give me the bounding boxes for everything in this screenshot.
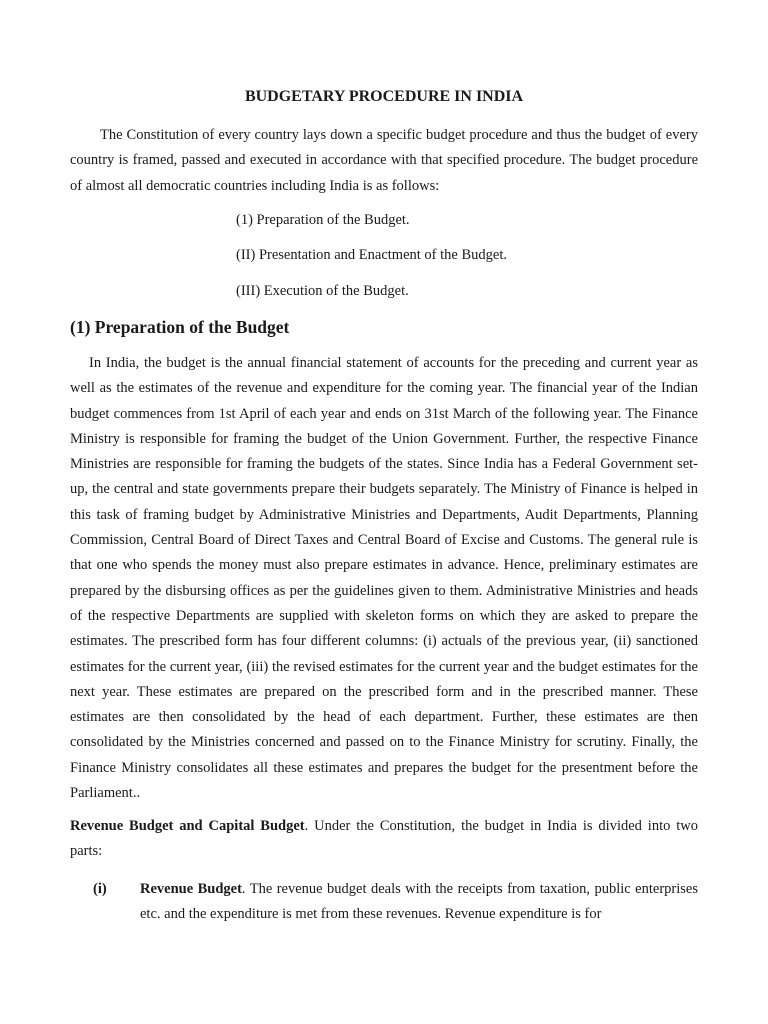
intro-paragraph: The Constitution of every country lays down a specific budget procedure and thus the budget of every country is framed, passed and executed in accordance with that specified procedure. The budget procedure of almost all democratic countries including India is as follows: <box>70 127 698 194</box>
procedure-step-preparation: (1) Preparation of the Budget. <box>236 212 410 228</box>
revenue-capital-text: . Under the Constitution, the budget in India is divided into two parts: <box>70 818 698 860</box>
procedure-step-execution: (III) Execution of the Budget. <box>236 283 409 299</box>
revenue-capital-lead: Revenue Budget and Capital Budget <box>70 818 305 834</box>
revenue-budget-item <box>140 877 698 928</box>
preparation-body-paragraph: In India, the budget is the annual financial statement of accounts for the preceding and current year as well as the estimates of the revenue and expenditure for the coming year. The financial year of the Indian budget commences from 1st April of each year and ends on 31st March of the following year. The Finance Ministry is responsible for framing the budget of the Union Government. Further, the respective Finance Ministries are responsible for framing the budgets of the states. Since India has a Federal Government set-up, the central and state governments prepare their budgets separately. The Ministry of Finance is helped in this task of framing budget by Administrative Ministries and Departments, Audit Departments, Planning Commission, Central Board of Direct Taxes and Central Board of Excise and Customs. The general rule is that one who spends the money must also prepare estimates in advance. Hence, preliminary estimates are prepared by the disbursing offices as per the guidelines given to them. Administrative Ministries and heads of the respective Departments are supplied with skeleton forms on which they are asked to prepare the estimates. The prescribed form has four different columns: (i) actuals of the previous year, (ii) sanctioned estimates for the current year, (iii) the revised estimates for the current year and the budget estimates for the next year. These estimates are prepared on the prescribed form and in the prescribed manner. These estimates are then consolidated by the head of each department. Further, these estimates are then consolidated by the Ministries concerned and passed on to the Finance Ministry for scrutiny. Finally, the Finance Ministry consolidates all these estimates and prepares the budget for the presentment before the Parliament.. <box>70 355 698 802</box>
document-title: BUDGETARY PROCEDURE IN INDIA <box>244 88 524 105</box>
revenue-budget-text: . The revenue budget deals with the receipts from taxation, public enterprises etc. and the expenditure is met from these revenues. Revenue expenditure is for <box>140 881 698 923</box>
procedure-step-presentation: (II) Presentation and Enactment of the Budget. <box>236 247 507 263</box>
revenue-budget-lead: Revenue Budget <box>140 881 242 897</box>
list-marker-i: (i) <box>93 881 107 897</box>
revenue-capital-paragraph <box>70 814 698 865</box>
section-heading-preparation: (1) Preparation of the Budget <box>70 317 290 337</box>
